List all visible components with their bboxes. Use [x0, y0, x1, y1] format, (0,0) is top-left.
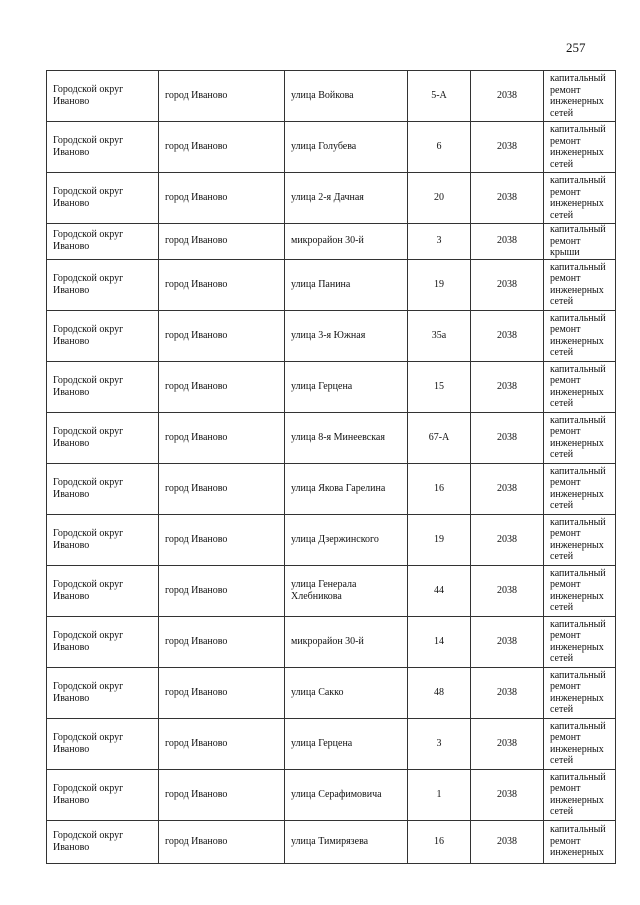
cell-house: 16 [408, 820, 471, 863]
cell-city: город Иваново [159, 514, 285, 565]
cell-street: улица 8-я Минеевская [285, 412, 408, 463]
table-row [47, 565, 616, 616]
page-number: 257 [566, 40, 586, 55]
table-row [47, 514, 616, 565]
cell-work: капитальный ремонт инженерных сетей [544, 259, 616, 310]
cell-street: улица Войкова [285, 71, 408, 122]
cell-okrug: Городской округ Иваново [47, 769, 159, 820]
cell-house: 19 [408, 514, 471, 565]
cell-house: 5-А [408, 71, 471, 122]
cell-house: 6 [408, 122, 471, 173]
cell-year: 2038 [471, 122, 544, 173]
cell-year: 2038 [471, 224, 544, 260]
cell-okrug: Городской округ Иваново [47, 412, 159, 463]
cell-work: капитальный ремонт инженерных сетей [544, 769, 616, 820]
cell-city: город Иваново [159, 361, 285, 412]
cell-work: капитальный ремонт инженерных сетей [544, 310, 616, 361]
table-row [47, 718, 616, 769]
cell-city: город Иваново [159, 310, 285, 361]
cell-street: улица Панина [285, 259, 408, 310]
cell-city: город Иваново [159, 259, 285, 310]
table-row [47, 412, 616, 463]
cell-city: город Иваново [159, 463, 285, 514]
cell-okrug: Городской округ Иваново [47, 514, 159, 565]
cell-house: 67-А [408, 412, 471, 463]
cell-work: капитальный ремонт инженерных сетей [544, 667, 616, 718]
cell-work: капитальный ремонт инженерных сетей [544, 361, 616, 412]
cell-house: 48 [408, 667, 471, 718]
cell-okrug: Городской округ Иваново [47, 820, 159, 863]
cell-year: 2038 [471, 769, 544, 820]
cell-okrug: Городской округ Иваново [47, 667, 159, 718]
cell-year: 2038 [471, 718, 544, 769]
cell-street: улица Герцена [285, 718, 408, 769]
table-row [47, 310, 616, 361]
cell-house: 44 [408, 565, 471, 616]
cell-house: 35а [408, 310, 471, 361]
table-row [47, 259, 616, 310]
table-row [47, 224, 616, 260]
cell-street: улица Голубева [285, 122, 408, 173]
cell-city: город Иваново [159, 667, 285, 718]
cell-okrug: Городской округ Иваново [47, 361, 159, 412]
cell-work: капитальный ремонт инженерных сетей [544, 412, 616, 463]
cell-work: капитальный ремонт крыши [544, 224, 616, 260]
cell-city: город Иваново [159, 224, 285, 260]
cell-street: улица 2-я Дачная [285, 173, 408, 224]
cell-street: улица Дзержинского [285, 514, 408, 565]
cell-house: 3 [408, 718, 471, 769]
cell-house: 1 [408, 769, 471, 820]
cell-okrug: Городской округ Иваново [47, 173, 159, 224]
cell-year: 2038 [471, 412, 544, 463]
cell-house: 20 [408, 173, 471, 224]
table-row [47, 122, 616, 173]
cell-work: капитальный ремонт инженерных сетей [544, 173, 616, 224]
cell-house: 3 [408, 224, 471, 260]
table-row [47, 463, 616, 514]
cell-street: улица Сакко [285, 667, 408, 718]
cell-city: город Иваново [159, 565, 285, 616]
cell-work: капитальный ремонт инженерных сетей [544, 514, 616, 565]
table-row [47, 616, 616, 667]
cell-year: 2038 [471, 463, 544, 514]
cell-work: капитальный ремонт инженерных [544, 820, 616, 863]
cell-work: капитальный ремонт инженерных сетей [544, 463, 616, 514]
table-body [47, 71, 616, 864]
cell-house: 15 [408, 361, 471, 412]
cell-city: город Иваново [159, 71, 285, 122]
housing-repair-table [46, 70, 616, 864]
cell-street: улица Серафимовича [285, 769, 408, 820]
cell-street: улица Тимирязева [285, 820, 408, 863]
table-row [47, 361, 616, 412]
cell-street: улица 3-я Южная [285, 310, 408, 361]
cell-year: 2038 [471, 820, 544, 863]
cell-city: город Иваново [159, 616, 285, 667]
table-row [47, 667, 616, 718]
cell-city: город Иваново [159, 412, 285, 463]
cell-year: 2038 [471, 565, 544, 616]
cell-okrug: Городской округ Иваново [47, 463, 159, 514]
table-row [47, 173, 616, 224]
cell-city: город Иваново [159, 173, 285, 224]
cell-city: город Иваново [159, 769, 285, 820]
cell-okrug: Городской округ Иваново [47, 718, 159, 769]
cell-street: микрорайон 30-й [285, 224, 408, 260]
cell-city: город Иваново [159, 820, 285, 863]
cell-year: 2038 [471, 310, 544, 361]
table-row [47, 71, 616, 122]
cell-okrug: Городской округ Иваново [47, 259, 159, 310]
cell-street: улица Якова Гарелина [285, 463, 408, 514]
cell-street: микрорайон 30-й [285, 616, 408, 667]
cell-year: 2038 [471, 173, 544, 224]
cell-work: капитальный ремонт инженерных сетей [544, 565, 616, 616]
cell-okrug: Городской округ Иваново [47, 565, 159, 616]
table-row [47, 820, 616, 863]
cell-work: капитальный ремонт инженерных сетей [544, 718, 616, 769]
cell-year: 2038 [471, 667, 544, 718]
cell-work: капитальный ремонт инженерных сетей [544, 616, 616, 667]
cell-street: улица Генерала Хлебникова [285, 565, 408, 616]
cell-year: 2038 [471, 361, 544, 412]
cell-city: город Иваново [159, 718, 285, 769]
cell-work: капитальный ремонт инженерных сетей [544, 122, 616, 173]
cell-okrug: Городской округ Иваново [47, 224, 159, 260]
cell-city: город Иваново [159, 122, 285, 173]
cell-year: 2038 [471, 71, 544, 122]
cell-house: 16 [408, 463, 471, 514]
cell-okrug: Городской округ Иваново [47, 616, 159, 667]
cell-okrug: Городской округ Иваново [47, 122, 159, 173]
cell-okrug: Городской округ Иваново [47, 310, 159, 361]
cell-year: 2038 [471, 514, 544, 565]
cell-house: 19 [408, 259, 471, 310]
cell-year: 2038 [471, 616, 544, 667]
cell-house: 14 [408, 616, 471, 667]
cell-okrug: Городской округ Иваново [47, 71, 159, 122]
table-row [47, 769, 616, 820]
cell-street: улица Герцена [285, 361, 408, 412]
cell-work: капитальный ремонт инженерных сетей [544, 71, 616, 122]
cell-year: 2038 [471, 259, 544, 310]
